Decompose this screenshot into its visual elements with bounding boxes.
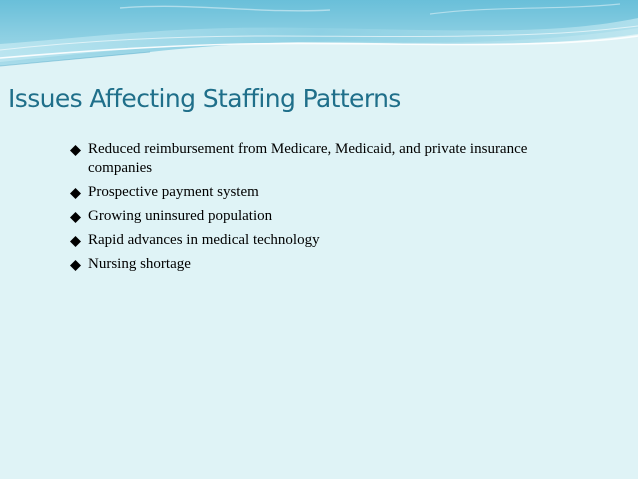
slide-title: Issues Affecting Staffing Patterns [8, 84, 401, 113]
wave-header-decoration [0, 0, 638, 80]
bullet-diamond-icon [70, 212, 81, 223]
bullet-list [70, 140, 540, 279]
bullet-item [70, 183, 540, 202]
bullet-item [70, 207, 540, 226]
bullet-text: Rapid advances in medical technology [88, 232, 320, 248]
bullet-diamond-icon [70, 188, 81, 199]
bullet-text: Reduced reimbursement from Medicare, Medicaid, and private insurance companies [88, 141, 528, 176]
bullet-diamond-icon [70, 145, 81, 156]
bullet-text: Growing uninsured population [88, 208, 273, 224]
bullet-item [70, 231, 540, 250]
bullet-text: Prospective payment system [88, 184, 259, 200]
bullet-diamond-icon [70, 236, 81, 247]
bullet-item [70, 140, 540, 178]
bullet-diamond-icon [70, 260, 81, 271]
bullet-item [70, 255, 540, 274]
bullet-text: Nursing shortage [88, 256, 191, 272]
